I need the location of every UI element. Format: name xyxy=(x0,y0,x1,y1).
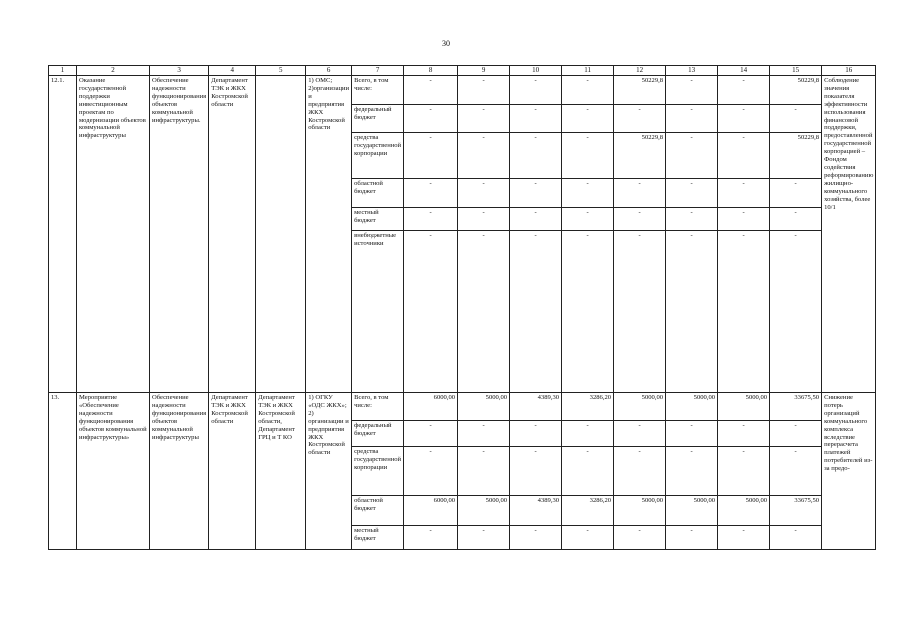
value-cell: 3286,20 xyxy=(562,393,614,421)
value-cell: - xyxy=(666,231,718,393)
value-cell: - xyxy=(510,447,562,496)
value-cell: - xyxy=(404,179,458,208)
column-header: 1 xyxy=(49,66,77,76)
value-cell: - xyxy=(562,447,614,496)
value-cell: 4389,30 xyxy=(510,496,562,526)
column-header: 14 xyxy=(718,66,770,76)
column-header: 5 xyxy=(256,66,306,76)
value-cell: - xyxy=(614,105,666,133)
funding-source-label: местный бюджет xyxy=(352,526,404,550)
value-cell: 5000,00 xyxy=(458,393,510,421)
value-cell: - xyxy=(458,133,510,179)
value-cell: - xyxy=(614,179,666,208)
value-cell: - xyxy=(666,526,718,550)
expected-result: Снижение потерь организаций коммунального комплекса вследствие перерасчета платежей потребителей из-за предо- xyxy=(822,393,876,550)
value-cell: - xyxy=(458,447,510,496)
value-cell: - xyxy=(562,133,614,179)
value-cell: - xyxy=(510,133,562,179)
value-cell: - xyxy=(458,105,510,133)
value-cell: - xyxy=(404,105,458,133)
row-number: 12.1. xyxy=(49,76,77,393)
value-cell: - xyxy=(458,231,510,393)
column-header: 8 xyxy=(404,66,458,76)
value-cell: 5000,00 xyxy=(614,393,666,421)
funding-source-label: внебюджетные источники xyxy=(352,231,404,393)
value-cell: 6000,00 xyxy=(404,496,458,526)
value-cell: - xyxy=(510,179,562,208)
value-cell: - xyxy=(510,526,562,550)
column-header: 9 xyxy=(458,66,510,76)
value-cell: - xyxy=(718,179,770,208)
value-cell: - xyxy=(510,76,562,105)
value-cell: 33675,50 xyxy=(770,393,822,421)
value-cell: - xyxy=(562,105,614,133)
program-table xyxy=(48,65,876,550)
value-cell: 50229,8 xyxy=(770,133,822,179)
value-cell: - xyxy=(666,447,718,496)
value-cell: - xyxy=(718,421,770,447)
value-cell: - xyxy=(770,526,822,550)
value-cell: 50229,8 xyxy=(770,76,822,105)
column-header: 15 xyxy=(770,66,822,76)
value-cell: - xyxy=(562,231,614,393)
value-cell: 5000,00 xyxy=(666,393,718,421)
funding-source-label: местный бюджет xyxy=(352,208,404,231)
value-cell: 33675,50 xyxy=(770,496,822,526)
value-cell: - xyxy=(458,208,510,231)
participants: 1) ОМС; 2)организации и предприятия ЖКХ Костромской области xyxy=(306,76,352,393)
header-row xyxy=(49,66,876,76)
value-cell: - xyxy=(562,76,614,105)
value-cell: - xyxy=(404,526,458,550)
value-cell: 5000,00 xyxy=(458,496,510,526)
column-header: 13 xyxy=(666,66,718,76)
value-cell: - xyxy=(718,447,770,496)
value-cell: - xyxy=(614,231,666,393)
value-cell: - xyxy=(404,231,458,393)
value-cell: 3286,20 xyxy=(562,496,614,526)
responsible-executor: Департамент ТЭК и ЖКХ Костромской области xyxy=(209,76,256,393)
value-cell: - xyxy=(666,208,718,231)
funding-source-label: областной бюджет xyxy=(352,496,404,526)
value-cell: - xyxy=(614,447,666,496)
participants: 1) ОГКУ «ОДС ЖКХ»; 2) организации и предприятия ЖКХ Костромской области xyxy=(306,393,352,550)
value-cell: - xyxy=(510,208,562,231)
funding-source-label: Всего, в том числе: xyxy=(352,393,404,421)
value-cell: - xyxy=(666,133,718,179)
column-header: 6 xyxy=(306,66,352,76)
value-cell: - xyxy=(666,421,718,447)
value-cell: - xyxy=(666,76,718,105)
expected-result: Соблюдение значения показателя эффективности использования финансовой поддержки, предоставленной государственной корпорацией – Фондом содействия реформированию жилищно-коммунального хозяйства, более 10/1 xyxy=(822,76,876,393)
funding-source-label: средства государственной корпорации xyxy=(352,133,404,179)
value-cell: - xyxy=(666,105,718,133)
value-cell: - xyxy=(510,105,562,133)
measure-purpose: Обеспечение надежности функционирования объектов коммунальной инфраструктуры. xyxy=(150,76,209,393)
value-cell: - xyxy=(614,526,666,550)
value-cell: - xyxy=(770,105,822,133)
measure-name: Оказание государственной поддержки инвестиционным проектам по модернизации объектов коммунальной инфраструктуры xyxy=(77,76,150,393)
table-row xyxy=(49,393,876,421)
value-cell: - xyxy=(458,526,510,550)
value-cell: - xyxy=(770,179,822,208)
value-cell: - xyxy=(458,179,510,208)
value-cell: - xyxy=(510,421,562,447)
value-cell: 5000,00 xyxy=(666,496,718,526)
page-number: 30 xyxy=(442,39,450,48)
column-header: 12 xyxy=(614,66,666,76)
funding-source-label: федеральный бюджет xyxy=(352,421,404,447)
value-cell: - xyxy=(510,231,562,393)
value-cell: - xyxy=(614,208,666,231)
value-cell: 5000,00 xyxy=(718,393,770,421)
column-header: 10 xyxy=(510,66,562,76)
funding-source-label: средства государственной корпорации xyxy=(352,447,404,496)
value-cell: - xyxy=(666,179,718,208)
value-cell: 5000,00 xyxy=(614,496,666,526)
value-cell: - xyxy=(562,421,614,447)
value-cell: - xyxy=(458,421,510,447)
value-cell: - xyxy=(770,447,822,496)
value-cell: 4389,30 xyxy=(510,393,562,421)
value-cell: 50229,8 xyxy=(614,133,666,179)
value-cell: - xyxy=(562,526,614,550)
value-cell: - xyxy=(718,76,770,105)
value-cell: - xyxy=(458,76,510,105)
column-header: 3 xyxy=(150,66,209,76)
value-cell: - xyxy=(718,208,770,231)
co-executor xyxy=(256,76,306,393)
value-cell: - xyxy=(770,421,822,447)
value-cell: - xyxy=(404,208,458,231)
value-cell: - xyxy=(404,447,458,496)
value-cell: - xyxy=(404,421,458,447)
value-cell: - xyxy=(404,133,458,179)
value-cell: - xyxy=(562,208,614,231)
value-cell: - xyxy=(718,105,770,133)
value-cell: 6000,00 xyxy=(404,393,458,421)
value-cell: - xyxy=(718,133,770,179)
value-cell: - xyxy=(718,526,770,550)
column-header: 7 xyxy=(352,66,404,76)
value-cell: - xyxy=(562,179,614,208)
value-cell: 5000,00 xyxy=(718,496,770,526)
co-executor: Департамент ТЭК и ЖКХ Костромской области, Департамент ГРЦ и Т КО xyxy=(256,393,306,550)
value-cell: - xyxy=(718,231,770,393)
value-cell: 50229,8 xyxy=(614,76,666,105)
responsible-executor: Департамент ТЭК и ЖКХ Костромской области xyxy=(209,393,256,550)
funding-source-label: областной бюджет xyxy=(352,179,404,208)
column-header: 11 xyxy=(562,66,614,76)
value-cell: - xyxy=(770,231,822,393)
measure-name: Мероприятие «Обеспечение надежности функционирования объектов коммунальной инфраструктуры» xyxy=(77,393,150,550)
table-row xyxy=(49,76,876,105)
column-header: 16 xyxy=(822,66,876,76)
column-header: 2 xyxy=(77,66,150,76)
row-number: 13. xyxy=(49,393,77,550)
funding-source-label: федеральный бюджет xyxy=(352,105,404,133)
value-cell: - xyxy=(404,76,458,105)
column-header: 4 xyxy=(209,66,256,76)
funding-source-label: Всего, в том числе: xyxy=(352,76,404,105)
measure-purpose: Обеспечение надежности функционирования объектов коммунальной инфраструктуры xyxy=(150,393,209,550)
value-cell: - xyxy=(770,208,822,231)
value-cell: - xyxy=(614,421,666,447)
